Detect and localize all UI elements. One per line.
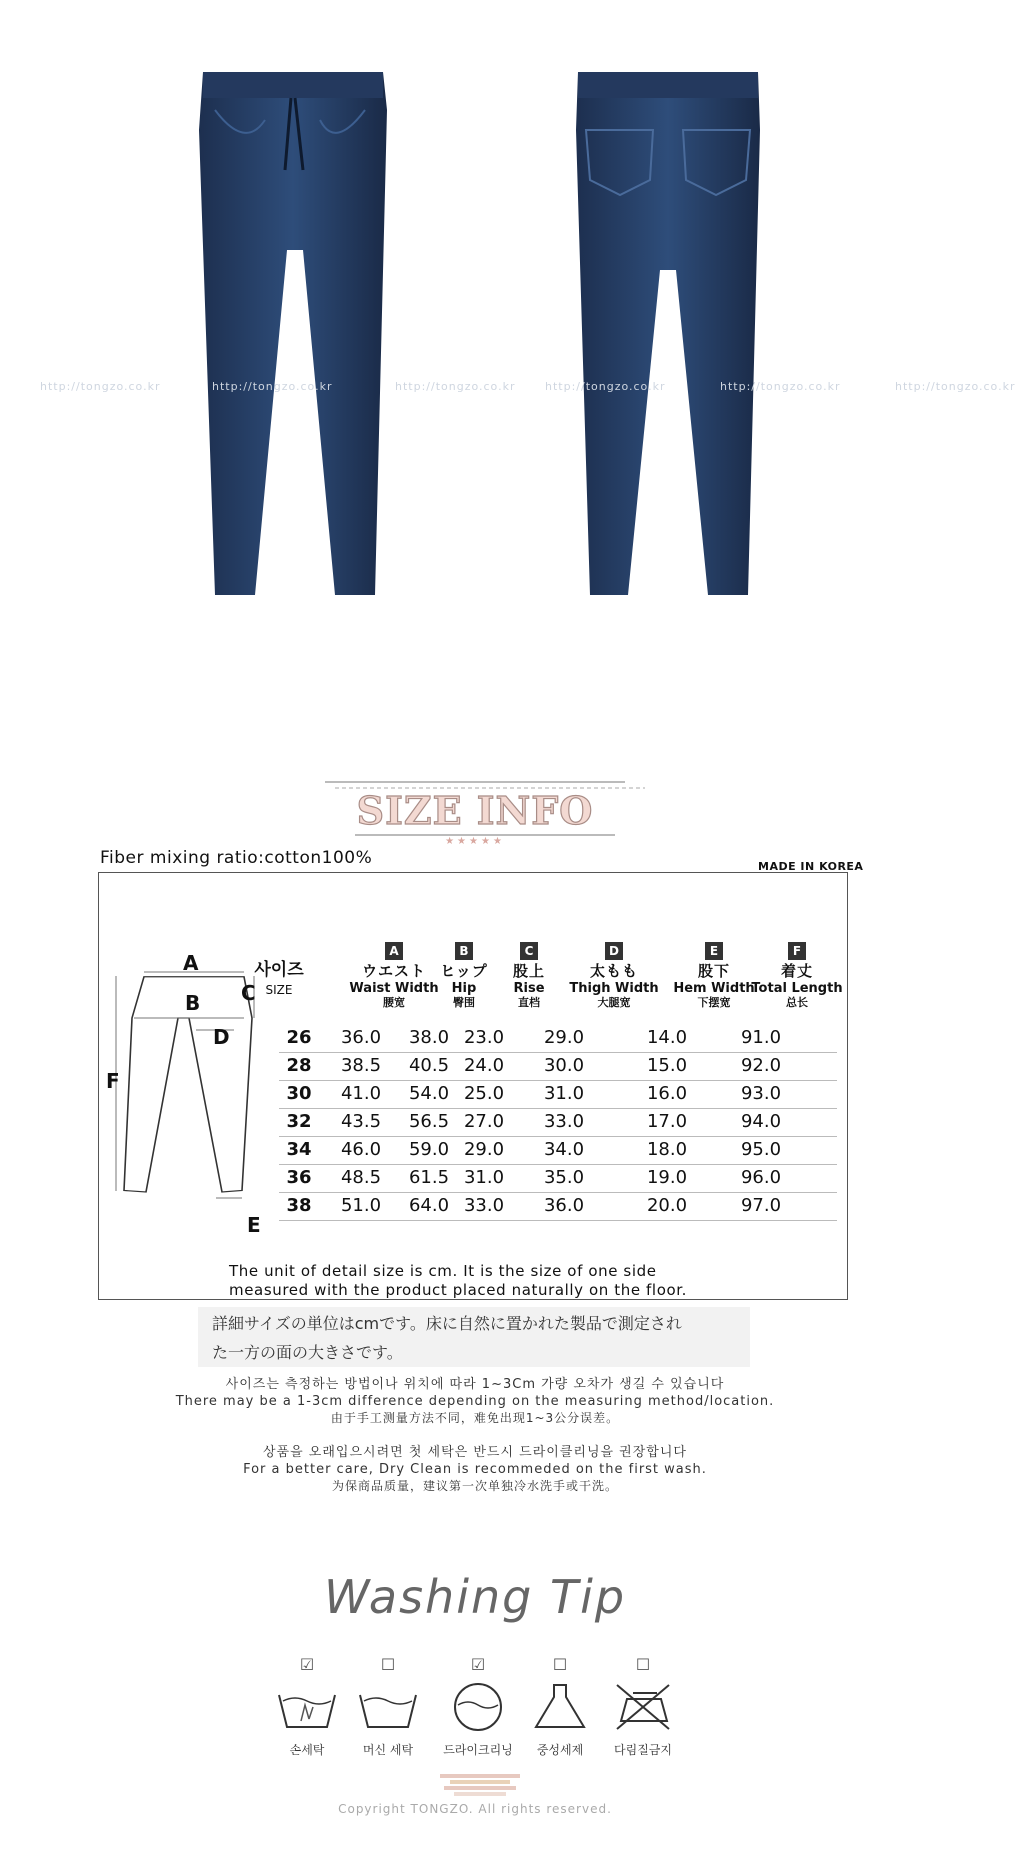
column-cn: 腰宽 bbox=[383, 996, 405, 1010]
measurement-cell: 97.0 bbox=[740, 1195, 782, 1216]
diagram-label-c: C bbox=[241, 981, 256, 1005]
table-row bbox=[279, 1081, 837, 1109]
measurement-cell: 17.0 bbox=[646, 1111, 688, 1132]
unit-note-line: The unit of detail size is cm. It is the size of one side bbox=[229, 1262, 657, 1280]
column-letter: B bbox=[455, 942, 473, 960]
wash-item-no-ironing bbox=[598, 1655, 688, 1758]
size-table-box bbox=[98, 872, 848, 1300]
check-icon: ☐ bbox=[635, 1655, 651, 1674]
neutral-detergent-icon bbox=[528, 1681, 592, 1733]
column-en: Thigh Width bbox=[569, 981, 659, 997]
note-ko: 사이즈는 측정하는 방법이나 위치에 따라 1~3Cm 가량 오차가 생길 수 있습니다 bbox=[225, 1377, 725, 1392]
column-jp: 股下 bbox=[697, 962, 730, 980]
column-cn: 总长 bbox=[786, 996, 808, 1010]
size-cell: 32 bbox=[286, 1111, 312, 1132]
measurement-cell: 16.0 bbox=[646, 1083, 688, 1104]
measurement-cell: 14.0 bbox=[646, 1027, 688, 1048]
measurement-cell: 56.5 bbox=[408, 1111, 450, 1132]
measurement-cell: 91.0 bbox=[740, 1027, 782, 1048]
watermark-row bbox=[0, 380, 1015, 396]
watermark-text: http://tongzo.co.kr bbox=[895, 380, 1015, 393]
diagram-label-d: D bbox=[213, 1025, 230, 1049]
measurement-cell: 95.0 bbox=[740, 1139, 782, 1160]
wash-item-neutral-detergent bbox=[515, 1655, 605, 1758]
measurement-cell: 92.0 bbox=[740, 1055, 782, 1076]
machine-wash-icon bbox=[356, 1681, 420, 1733]
table-row bbox=[279, 1165, 837, 1193]
measurement-cell: 34.0 bbox=[543, 1139, 585, 1160]
measurement-cell: 40.5 bbox=[408, 1055, 450, 1076]
measurement-cell: 41.0 bbox=[340, 1083, 382, 1104]
washing-tip-title: Washing Tip bbox=[323, 1570, 627, 1624]
measurement-cell: 29.0 bbox=[463, 1139, 505, 1160]
watermark-text: http://tongzo.co.kr bbox=[545, 380, 666, 393]
jp-unit-note bbox=[198, 1307, 750, 1367]
wash-item-hand-wash bbox=[262, 1655, 352, 1758]
column-letter: D bbox=[605, 942, 623, 960]
column-en: Hem Width bbox=[673, 981, 755, 997]
measurement-cell: 94.0 bbox=[740, 1111, 782, 1132]
jp-note-line: 詳細サイズの単位はcmです。床に自然に置かれた製品で測定され bbox=[212, 1314, 682, 1333]
copyright-text: Copyright TONGZO. All rights reserved. bbox=[338, 1802, 612, 1816]
watermark-text: http://tongzo.co.kr bbox=[395, 380, 516, 393]
size-info-title: SIZE INFO bbox=[356, 788, 594, 833]
jeans-front-photo bbox=[195, 70, 390, 595]
watermark-text: http://tongzo.co.kr bbox=[40, 380, 161, 393]
measurement-cell: 46.0 bbox=[340, 1139, 382, 1160]
wash-label: 드라이크리닝 bbox=[443, 1743, 513, 1757]
column-cn: 大腿宽 bbox=[597, 996, 631, 1010]
measurement-cell: 43.5 bbox=[340, 1111, 382, 1132]
measurement-cell: 19.0 bbox=[646, 1167, 688, 1188]
column-jp: 太もも bbox=[589, 962, 638, 980]
check-icon: ☑ bbox=[299, 1655, 315, 1674]
measurement-cell: 59.0 bbox=[408, 1139, 450, 1160]
column-jp: ヒップ bbox=[440, 962, 488, 980]
measurement-cell: 64.0 bbox=[408, 1195, 450, 1216]
note-cn: 由于手工测量方法不同，难免出现1~3公分误差。 bbox=[330, 1411, 620, 1425]
column-en: Total Length bbox=[751, 981, 843, 997]
column-cn: 臀围 bbox=[453, 996, 475, 1010]
note-en: For a better care, Dry Clean is recommeded on the first wash. bbox=[243, 1462, 707, 1477]
care-note bbox=[0, 1444, 950, 1495]
title-stars: ★★★★★ bbox=[445, 836, 505, 847]
diagram-label-f: F bbox=[106, 1069, 120, 1093]
column-jp: 着丈 bbox=[780, 962, 813, 980]
measurement-cell: 36.0 bbox=[340, 1027, 382, 1048]
check-icon: ☑ bbox=[470, 1655, 486, 1674]
check-icon: ☐ bbox=[380, 1655, 396, 1674]
measurement-cell: 38.0 bbox=[408, 1027, 450, 1048]
wash-item-machine-wash bbox=[343, 1655, 433, 1758]
measurement-cell: 48.5 bbox=[340, 1167, 382, 1188]
measurement-note bbox=[0, 1376, 950, 1427]
size-header-ko: 사이즈 bbox=[254, 960, 304, 980]
column-en: Rise bbox=[513, 981, 545, 997]
column-en: Hip bbox=[451, 981, 477, 997]
table-row bbox=[279, 1137, 837, 1165]
measurement-cell: 18.0 bbox=[646, 1139, 688, 1160]
measurement-cell: 25.0 bbox=[463, 1083, 505, 1104]
measurement-cell: 51.0 bbox=[340, 1195, 382, 1216]
column-letter: F bbox=[788, 942, 806, 960]
size-cell: 30 bbox=[286, 1083, 312, 1104]
wash-label: 중성세제 bbox=[536, 1743, 584, 1757]
table-row bbox=[279, 1193, 837, 1221]
measurement-cell: 35.0 bbox=[543, 1167, 585, 1188]
diagram-label-a: A bbox=[183, 951, 199, 975]
column-letter: E bbox=[705, 942, 723, 960]
no-ironing-icon bbox=[611, 1681, 675, 1733]
table-row bbox=[279, 1109, 837, 1137]
measurement-cell: 33.0 bbox=[463, 1195, 505, 1216]
measurement-cell: 15.0 bbox=[646, 1055, 688, 1076]
measurement-cell: 96.0 bbox=[740, 1167, 782, 1188]
column-header-rise bbox=[499, 941, 559, 1010]
measurement-cell: 30.0 bbox=[543, 1055, 585, 1076]
note-ko: 상품을 오래입으시려면 첫 세탁은 반드시 드라이클리닝을 권장합니다 bbox=[263, 1445, 687, 1460]
column-cn: 直档 bbox=[518, 996, 540, 1010]
measurement-cell: 29.0 bbox=[543, 1027, 585, 1048]
column-header-length bbox=[747, 941, 847, 1010]
size-cell: 28 bbox=[286, 1055, 312, 1076]
column-en: Waist Width bbox=[349, 981, 439, 997]
unit-note-line: measured with the product placed naturally on the floor. bbox=[229, 1281, 688, 1299]
column-letter: C bbox=[520, 942, 538, 960]
hand-wash-icon bbox=[275, 1681, 339, 1733]
measurement-cell: 93.0 bbox=[740, 1083, 782, 1104]
wash-label: 머신 세탁 bbox=[362, 1743, 414, 1757]
wash-item-dry-clean bbox=[433, 1655, 523, 1758]
measurement-cell: 23.0 bbox=[463, 1027, 505, 1048]
size-cell: 36 bbox=[286, 1167, 312, 1188]
measurement-cell: 27.0 bbox=[463, 1111, 505, 1132]
column-header-thigh bbox=[559, 941, 669, 1010]
measurement-cell: 31.0 bbox=[463, 1167, 505, 1188]
tiny-brand-mark bbox=[440, 1772, 520, 1798]
wash-label: 손세탁 bbox=[289, 1743, 325, 1757]
watermark-text: http://tongzo.co.kr bbox=[720, 380, 841, 393]
made-in-label: MADE IN KOREA bbox=[758, 860, 864, 873]
jeans-back-photo bbox=[568, 70, 768, 595]
size-header-en: SIZE bbox=[265, 982, 293, 997]
size-cell: 26 bbox=[286, 1027, 312, 1048]
column-cn: 下摆宽 bbox=[697, 996, 731, 1010]
note-cn: 为保商品质量，建议第一次单独冷水洗手或干洗。 bbox=[331, 1479, 618, 1493]
note-en: There may be a 1-3cm difference depending on the measuring method/location. bbox=[175, 1394, 775, 1409]
table-row bbox=[279, 1053, 837, 1081]
diagram-label-e: E bbox=[247, 1213, 261, 1237]
measurement-cell: 38.5 bbox=[340, 1055, 382, 1076]
fiber-ratio: Fiber mixing ratio:cotton100% bbox=[100, 848, 373, 868]
measurement-cell: 33.0 bbox=[543, 1111, 585, 1132]
measurement-cell: 24.0 bbox=[463, 1055, 505, 1076]
measurement-cell: 61.5 bbox=[408, 1167, 450, 1188]
unit-note bbox=[229, 1262, 687, 1300]
size-cell: 38 bbox=[286, 1195, 312, 1216]
table-row bbox=[279, 1025, 837, 1053]
column-header-hip bbox=[429, 941, 499, 1010]
size-cell: 34 bbox=[286, 1139, 312, 1160]
dry-clean-icon bbox=[446, 1681, 510, 1733]
measurement-cell: 36.0 bbox=[543, 1195, 585, 1216]
size-column-header bbox=[249, 961, 309, 997]
check-icon: ☐ bbox=[552, 1655, 568, 1674]
measurement-cell: 54.0 bbox=[408, 1083, 450, 1104]
jp-note-line: た一方の面の大きさです。 bbox=[212, 1343, 403, 1362]
diagram-label-b: B bbox=[185, 991, 201, 1015]
measurement-cell: 20.0 bbox=[646, 1195, 688, 1216]
column-letter: A bbox=[385, 942, 403, 960]
wash-label: 다림질금지 bbox=[614, 1743, 672, 1757]
column-jp: 股上 bbox=[512, 962, 545, 980]
measurement-cell: 31.0 bbox=[543, 1083, 585, 1104]
column-jp: ウエスト bbox=[361, 962, 426, 980]
watermark-text: http://tongzo.co.kr bbox=[212, 380, 333, 393]
